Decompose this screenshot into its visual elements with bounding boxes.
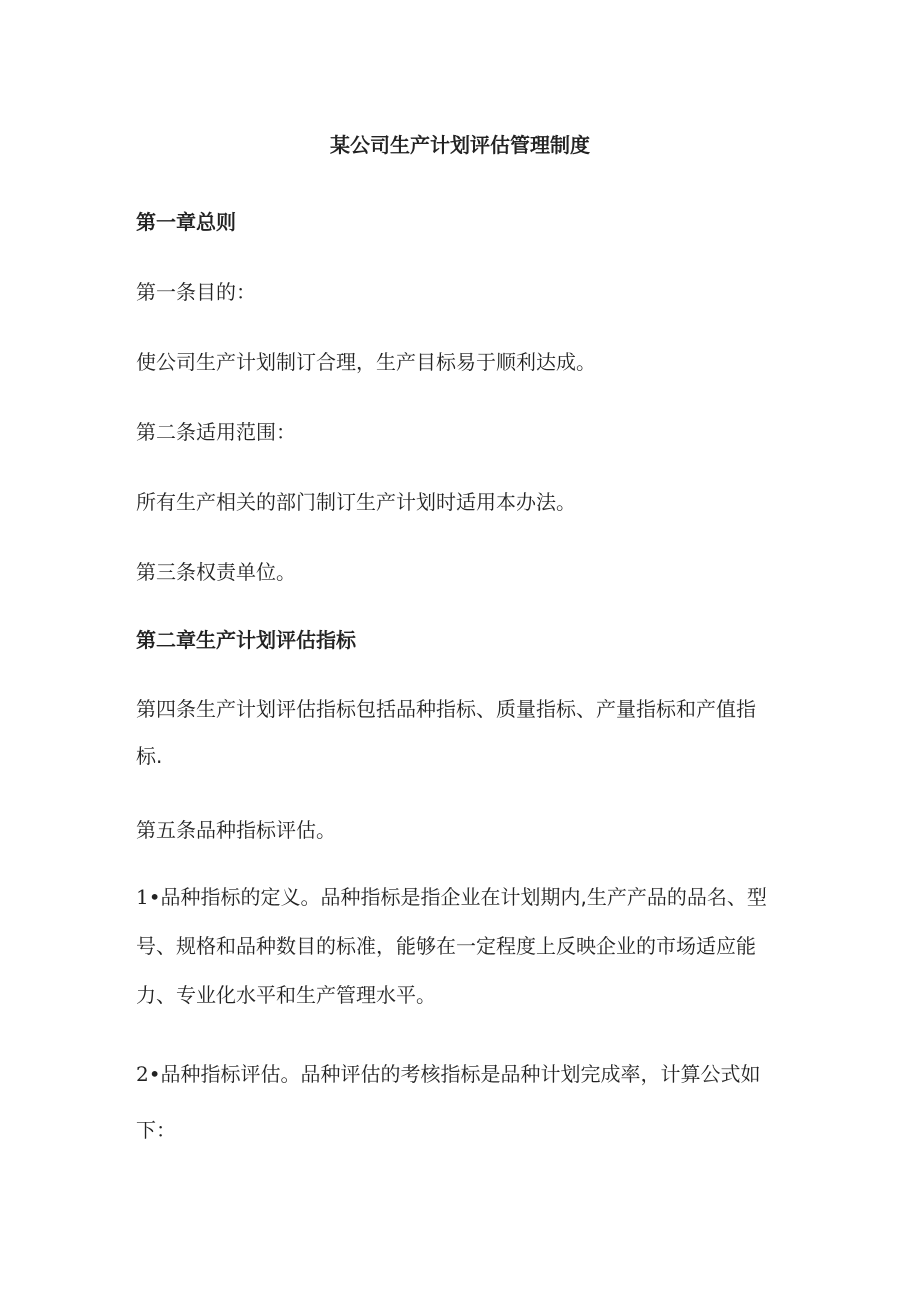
article-4 — [136, 686, 776, 780]
item-1-text: 品种指标的定义。品种指标是指企业在计划期内,生产产品的品名、型 — [160, 885, 767, 909]
item-1-number: 1• — [136, 885, 161, 909]
article-5: 第五条品种指标评估。 — [136, 818, 336, 842]
item-1 — [136, 873, 776, 1020]
item-2-text: 品种指标评估。品种评估的考核指标是品种计划完成率，计算公式如 — [160, 1062, 761, 1086]
chapter-heading-indicators: 第二章生产计划评估指标 — [136, 628, 356, 652]
document-title: 某公司生产计划评估管理制度 — [330, 133, 590, 157]
article-3: 第三条权责单位。 — [136, 560, 296, 584]
article-2-title: 第二条适用范围： — [136, 420, 296, 444]
article-4-line-2: 标. — [136, 744, 163, 768]
item-2-line-2: 下： — [136, 1118, 176, 1142]
article-1-body: 使公司生产计划制订合理，生产目标易于顺利达成。 — [136, 350, 596, 374]
item-2 — [136, 1046, 776, 1158]
item-2-number: 2• — [136, 1062, 161, 1086]
item-2-line-1 — [136, 1046, 776, 1102]
article-4-line-1: 第四条生产计划评估指标包括品种指标、质量指标、产量指标和产值指 — [136, 697, 756, 721]
article-2-body: 所有生产相关的部门制订生产计划时适用本办法。 — [136, 490, 576, 514]
chapter-heading-general: 第一章总则 — [136, 210, 236, 234]
item-1-line-3: 力、专业化水平和生产管理水平。 — [136, 983, 436, 1007]
item-1-line-1 — [136, 873, 776, 922]
item-1-line-2: 号、规格和品种数目的标准，能够在一定程度上反映企业的市场适应能 — [136, 934, 756, 958]
article-1-title: 第一条目的： — [136, 280, 256, 304]
